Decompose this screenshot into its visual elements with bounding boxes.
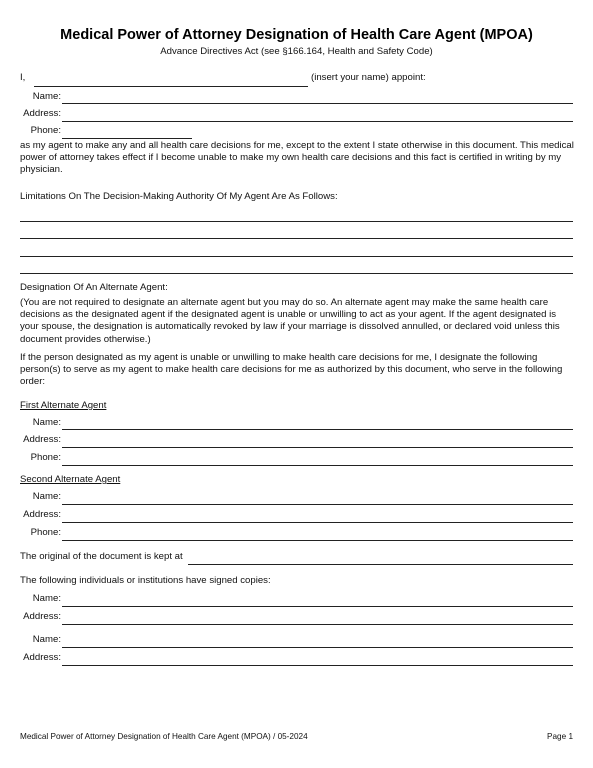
copy2-name-label: Name:: [32, 634, 61, 645]
second-alternate-heading: Second Alternate Agent: [20, 474, 121, 485]
limitations-heading: Limitations On The Decision-Making Authority Of My Agent Are As Follows:: [20, 191, 338, 202]
original-kept-label: The original of the document is kept at: [20, 551, 183, 562]
first-alt-name-field[interactable]: [62, 429, 573, 430]
copy1-name-field[interactable]: [62, 606, 573, 607]
second-alt-name-field[interactable]: [62, 504, 573, 505]
first-alternate-heading: First Alternate Agent: [20, 400, 107, 411]
second-alt-address-label: Address:: [23, 509, 61, 520]
agent-phone-label: Phone:: [30, 125, 61, 136]
limitations-line-1[interactable]: [20, 221, 573, 222]
first-alt-phone-label: Phone:: [30, 452, 61, 463]
document-subtitle: Advance Directives Act (see §166.164, Health and Safety Code): [160, 46, 433, 57]
i-label: I,: [20, 72, 26, 83]
copy2-address-field[interactable]: [62, 665, 573, 666]
agent-name-label: Name:: [32, 91, 61, 102]
copy1-name-label: Name:: [32, 593, 61, 604]
agent-address-label: Address:: [23, 108, 61, 119]
document-title: Medical Power of Attorney Designation of Health Care Agent (MPOA): [60, 27, 533, 43]
limitations-line-2[interactable]: [20, 238, 573, 239]
second-alt-phone-field[interactable]: [62, 540, 573, 541]
alternate-heading: Designation Of An Alternate Agent:: [20, 282, 168, 293]
second-alt-phone-label: Phone:: [30, 527, 61, 538]
agent-phone-field[interactable]: [62, 138, 192, 139]
alternate-note: (You are not required to designate an alternate agent but you may do so. An alternate agent may make the same health care decisions as the designated agent if the designated agent is unable or unwilling to act as your agent. If the agent designated is your spouse, the designation is automatically revoked by law if your marriage is dissolved annulled, or declared void unless this document provides otherwise.): [20, 297, 560, 345]
copy2-name-field[interactable]: [62, 647, 573, 648]
first-alt-address-field[interactable]: [62, 447, 573, 448]
copy1-address-field[interactable]: [62, 624, 573, 625]
second-alt-name-label: Name:: [32, 491, 61, 502]
copy2-address-label: Address:: [23, 652, 61, 663]
insert-name-label: (insert your name) appoint:: [311, 72, 426, 83]
copy1-address-label: Address:: [23, 611, 61, 622]
first-alt-name-label: Name:: [32, 417, 61, 428]
signed-copies-heading: The following individuals or institutions have signed copies:: [20, 575, 271, 586]
agent-address-field[interactable]: [62, 121, 573, 122]
principal-name-field[interactable]: [34, 86, 308, 87]
first-alt-address-label: Address:: [23, 434, 61, 445]
first-alt-phone-field[interactable]: [62, 465, 573, 466]
second-alt-address-field[interactable]: [62, 522, 573, 523]
original-kept-field[interactable]: [188, 564, 573, 565]
limitations-line-4[interactable]: [20, 273, 573, 274]
authority-paragraph: as my agent to make any and all health care decisions for me, except to the extent I state otherwise in this document. This medical power of attorney takes effect if I become unable to make my own health care decisions and this fact is certified in writing by my physician.: [20, 140, 574, 176]
footer-document-id: Medical Power of Attorney Designation of Health Care Agent (MPOA) / 05-2024: [20, 732, 308, 741]
footer-page-number: Page 1: [547, 732, 573, 741]
limitations-line-3[interactable]: [20, 256, 573, 257]
alternate-instruction: If the person designated as my agent is unable or unwilling to make health care decisions for me, I designate the following person(s) to serve as my agent to make health care decisions for me as authorized by this document, who serve in the following order:: [20, 352, 563, 388]
agent-name-field[interactable]: [62, 103, 573, 104]
